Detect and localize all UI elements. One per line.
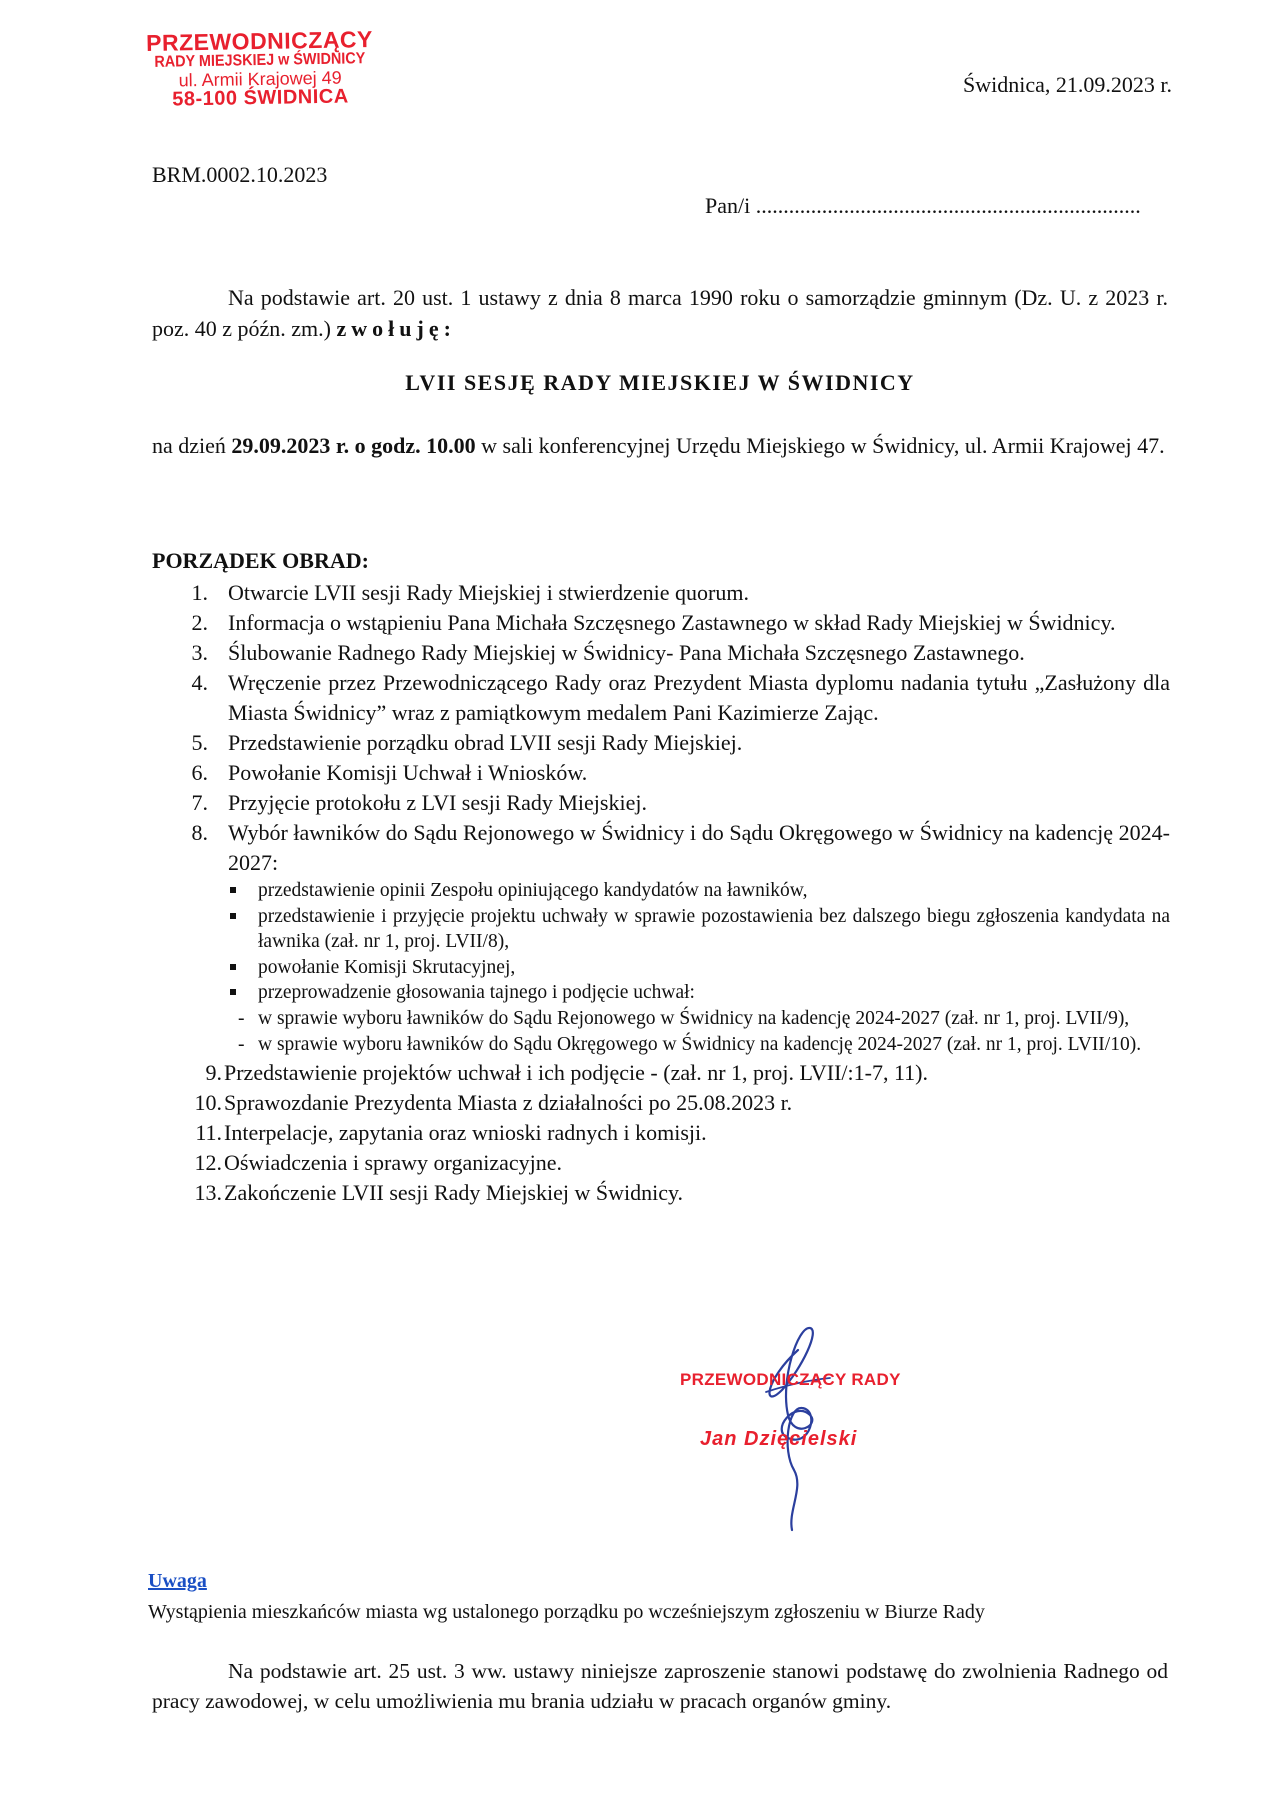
signature-block: [670, 1320, 930, 1550]
item-number: 4.: [191, 670, 208, 695]
item-number: 5.: [191, 730, 208, 755]
signature-title: PRZEWODNICZĄCY RADY: [680, 1370, 901, 1389]
dash-item-text: w sprawie wyboru ławników do Sądu Okręgowego w Świdnicy na kadencję 2024-2027 (zał. nr 1, proj. LVII/10).: [258, 1033, 1142, 1055]
closing-paragraph: Na podstawie art. 25 ust. 3 ww. ustawy niniejsze zaproszenie stanowi podstawę do zwolnienia Radnego od pracy zawodowej, w celu umożliwienia mu brania udziału w pracach organów gminy.: [152, 1659, 1168, 1713]
dash-item: [152, 1032, 1170, 1058]
item-text: Wręczenie przez Przewodniczącego Rady oraz Prezydent Miasta dyplomu nadania tytułu „Zasłużony dla Miasta Świdnicy” wraz z pamiątkowym medalem Pani Kazimierze Zając.: [228, 670, 1170, 725]
item-number: 8.: [191, 820, 208, 845]
intro-paragraph: [152, 282, 1168, 344]
item-number: 9.: [205, 1059, 222, 1085]
item-text: Interpelacje, zapytania oraz wnioski radnych i komisji.: [224, 1119, 707, 1145]
item-text: Zakończenie LVII sesji Rady Miejskiej w Świdnicy.: [224, 1179, 684, 1205]
dash-item-text: w sprawie wyboru ławników do Sądu Rejonowego w Świdnicy na kadencję 2024-2027 (zał. nr 1, proj. LVII/9),: [258, 1007, 1130, 1029]
dash-item: [152, 1006, 1170, 1032]
item-number: 2.: [191, 610, 208, 635]
addressee-line: Pan/i ......................................................................: [705, 193, 1141, 218]
agenda-list: [152, 578, 1170, 1208]
item-number: 6.: [191, 760, 208, 785]
stamp-line-2: RADY MIEJSKIEJ w ŚWIDNICY: [154, 50, 366, 72]
intro-emphasis: zwołuję:: [336, 316, 456, 341]
agenda-item: [152, 608, 1170, 638]
session-prefix: na dzień: [152, 433, 232, 458]
item-text: Powołanie Komisji Uchwał i Wniosków.: [228, 760, 588, 785]
item-text: Przedstawienie projektów uchwał i ich podjęcie - (zał. nr 1, proj. LVII/:1-7, 11).: [224, 1059, 928, 1085]
item-text: Przyjęcie protokołu z LVI sesji Rady Miejskiej.: [228, 790, 647, 815]
item-number: 13.: [194, 1179, 222, 1205]
dash-marker: -: [238, 1033, 245, 1055]
item-number: 3.: [191, 640, 208, 665]
bullet-icon: [230, 964, 236, 970]
session-location: w sali konferencyjnej Urzędu Miejskiego w Świdnicy, ul. Armii Krajowej 47.: [475, 433, 1165, 458]
official-stamp: [139, 28, 380, 111]
agenda-item: [152, 668, 1170, 728]
sub-item-text: powołanie Komisji Skrutacyjnej,: [258, 956, 516, 978]
reference-number: BRM.0002.10.2023: [152, 162, 328, 187]
item-text: Sprawozdanie Prezydenta Miasta z działalności po 25.08.2023 r.: [224, 1089, 793, 1115]
sub-item: [152, 878, 1170, 904]
sub-item-text: przeprowadzenie głosowania tajnego i podjęcie uchwał:: [258, 982, 695, 1003]
item-number: 12.: [194, 1149, 222, 1175]
sub-item-text: przedstawienie opinii Zespołu opiniującego kandydatów na ławników,: [258, 880, 808, 901]
session-title: LVII SESJĘ RADY MIEJSKIEJ W ŚWIDNICY: [405, 370, 915, 395]
agenda-item: [152, 728, 1170, 758]
item-text: Ślubowanie Radnego Rady Miejskiej w Świdnicy- Pana Michała Szczęsnego Zastawnego.: [228, 640, 1025, 665]
intro-text: Na podstawie art. 20 ust. 1 ustawy z dnia 8 marca 1990 roku o samorządzie gminnym (Dz. U. z 2023 r. poz. 40 z późn. zm.): [152, 285, 1168, 341]
item-text: Oświadczenia i sprawy organizacyjne.: [224, 1149, 563, 1175]
session-details: [152, 430, 1168, 461]
item-text: Informacja o wstąpieniu Pana Michała Szczęsnego Zastawnego w skład Rady Miejskiej w Świdnicy.: [228, 610, 1116, 635]
stamp-line-3: ul. Armii Krajowej 49: [178, 67, 342, 91]
dash-marker: -: [238, 1007, 245, 1029]
agenda-item: [152, 1148, 1170, 1178]
agenda-item: [152, 758, 1170, 788]
item-number: 7.: [191, 790, 208, 815]
agenda-item: [152, 1118, 1170, 1148]
item-number: 11.: [195, 1119, 222, 1145]
agenda-item: [152, 788, 1170, 818]
note-heading: Uwaga: [148, 1570, 207, 1592]
agenda-item: [152, 1178, 1170, 1208]
bullet-icon: [230, 989, 236, 995]
agenda-item: [152, 818, 1170, 878]
note-text: Wystąpienia mieszkańców miasta wg ustalonego porządku po wcześniejszym zgłoszeniu w Biurze Rady: [148, 1601, 985, 1623]
session-datetime: 29.09.2023 r. o godz. 10.00: [231, 433, 476, 458]
sub-item: [152, 955, 1170, 981]
signature-name: Jan Dzięcielski: [700, 1428, 858, 1450]
item-text: Wybór ławników do Sądu Rejonowego w Świdnicy i do Sądu Okręgowego w Świdnicy na kadencję 2024-2027:: [228, 820, 1170, 875]
agenda-item: [152, 1058, 1170, 1088]
bullet-icon: [230, 887, 236, 893]
agenda-item: [152, 638, 1170, 668]
item-number: 10.: [194, 1089, 222, 1115]
sub-item: [152, 904, 1170, 955]
sub-item-text: przedstawienie i przyjęcie projektu uchwały w sprawie pozostawienia bez dalszego biegu zgłoszenia kandydata na ławnika (zał. nr 1, proj. LVII/8),: [258, 905, 1170, 952]
stamp-line-1: PRZEWODNICZĄCY: [145, 26, 374, 56]
document-date: Świdnica, 21.09.2023 r.: [963, 72, 1172, 97]
bullet-icon: [230, 913, 236, 919]
stamp-line-4: 58-100 ŚWIDNICA: [172, 85, 349, 111]
item-text: Otwarcie LVII sesji Rady Miejskiej i stwierdzenie quorum.: [228, 580, 749, 605]
sub-item: [152, 980, 1170, 1006]
item-text: Przedstawienie porządku obrad LVII sesji Rady Miejskiej.: [228, 730, 743, 755]
item-number: 1.: [191, 580, 208, 605]
agenda-heading: PORZĄDEK OBRAD:: [152, 548, 369, 573]
agenda-item: [152, 578, 1170, 608]
agenda-item: [152, 1088, 1170, 1118]
